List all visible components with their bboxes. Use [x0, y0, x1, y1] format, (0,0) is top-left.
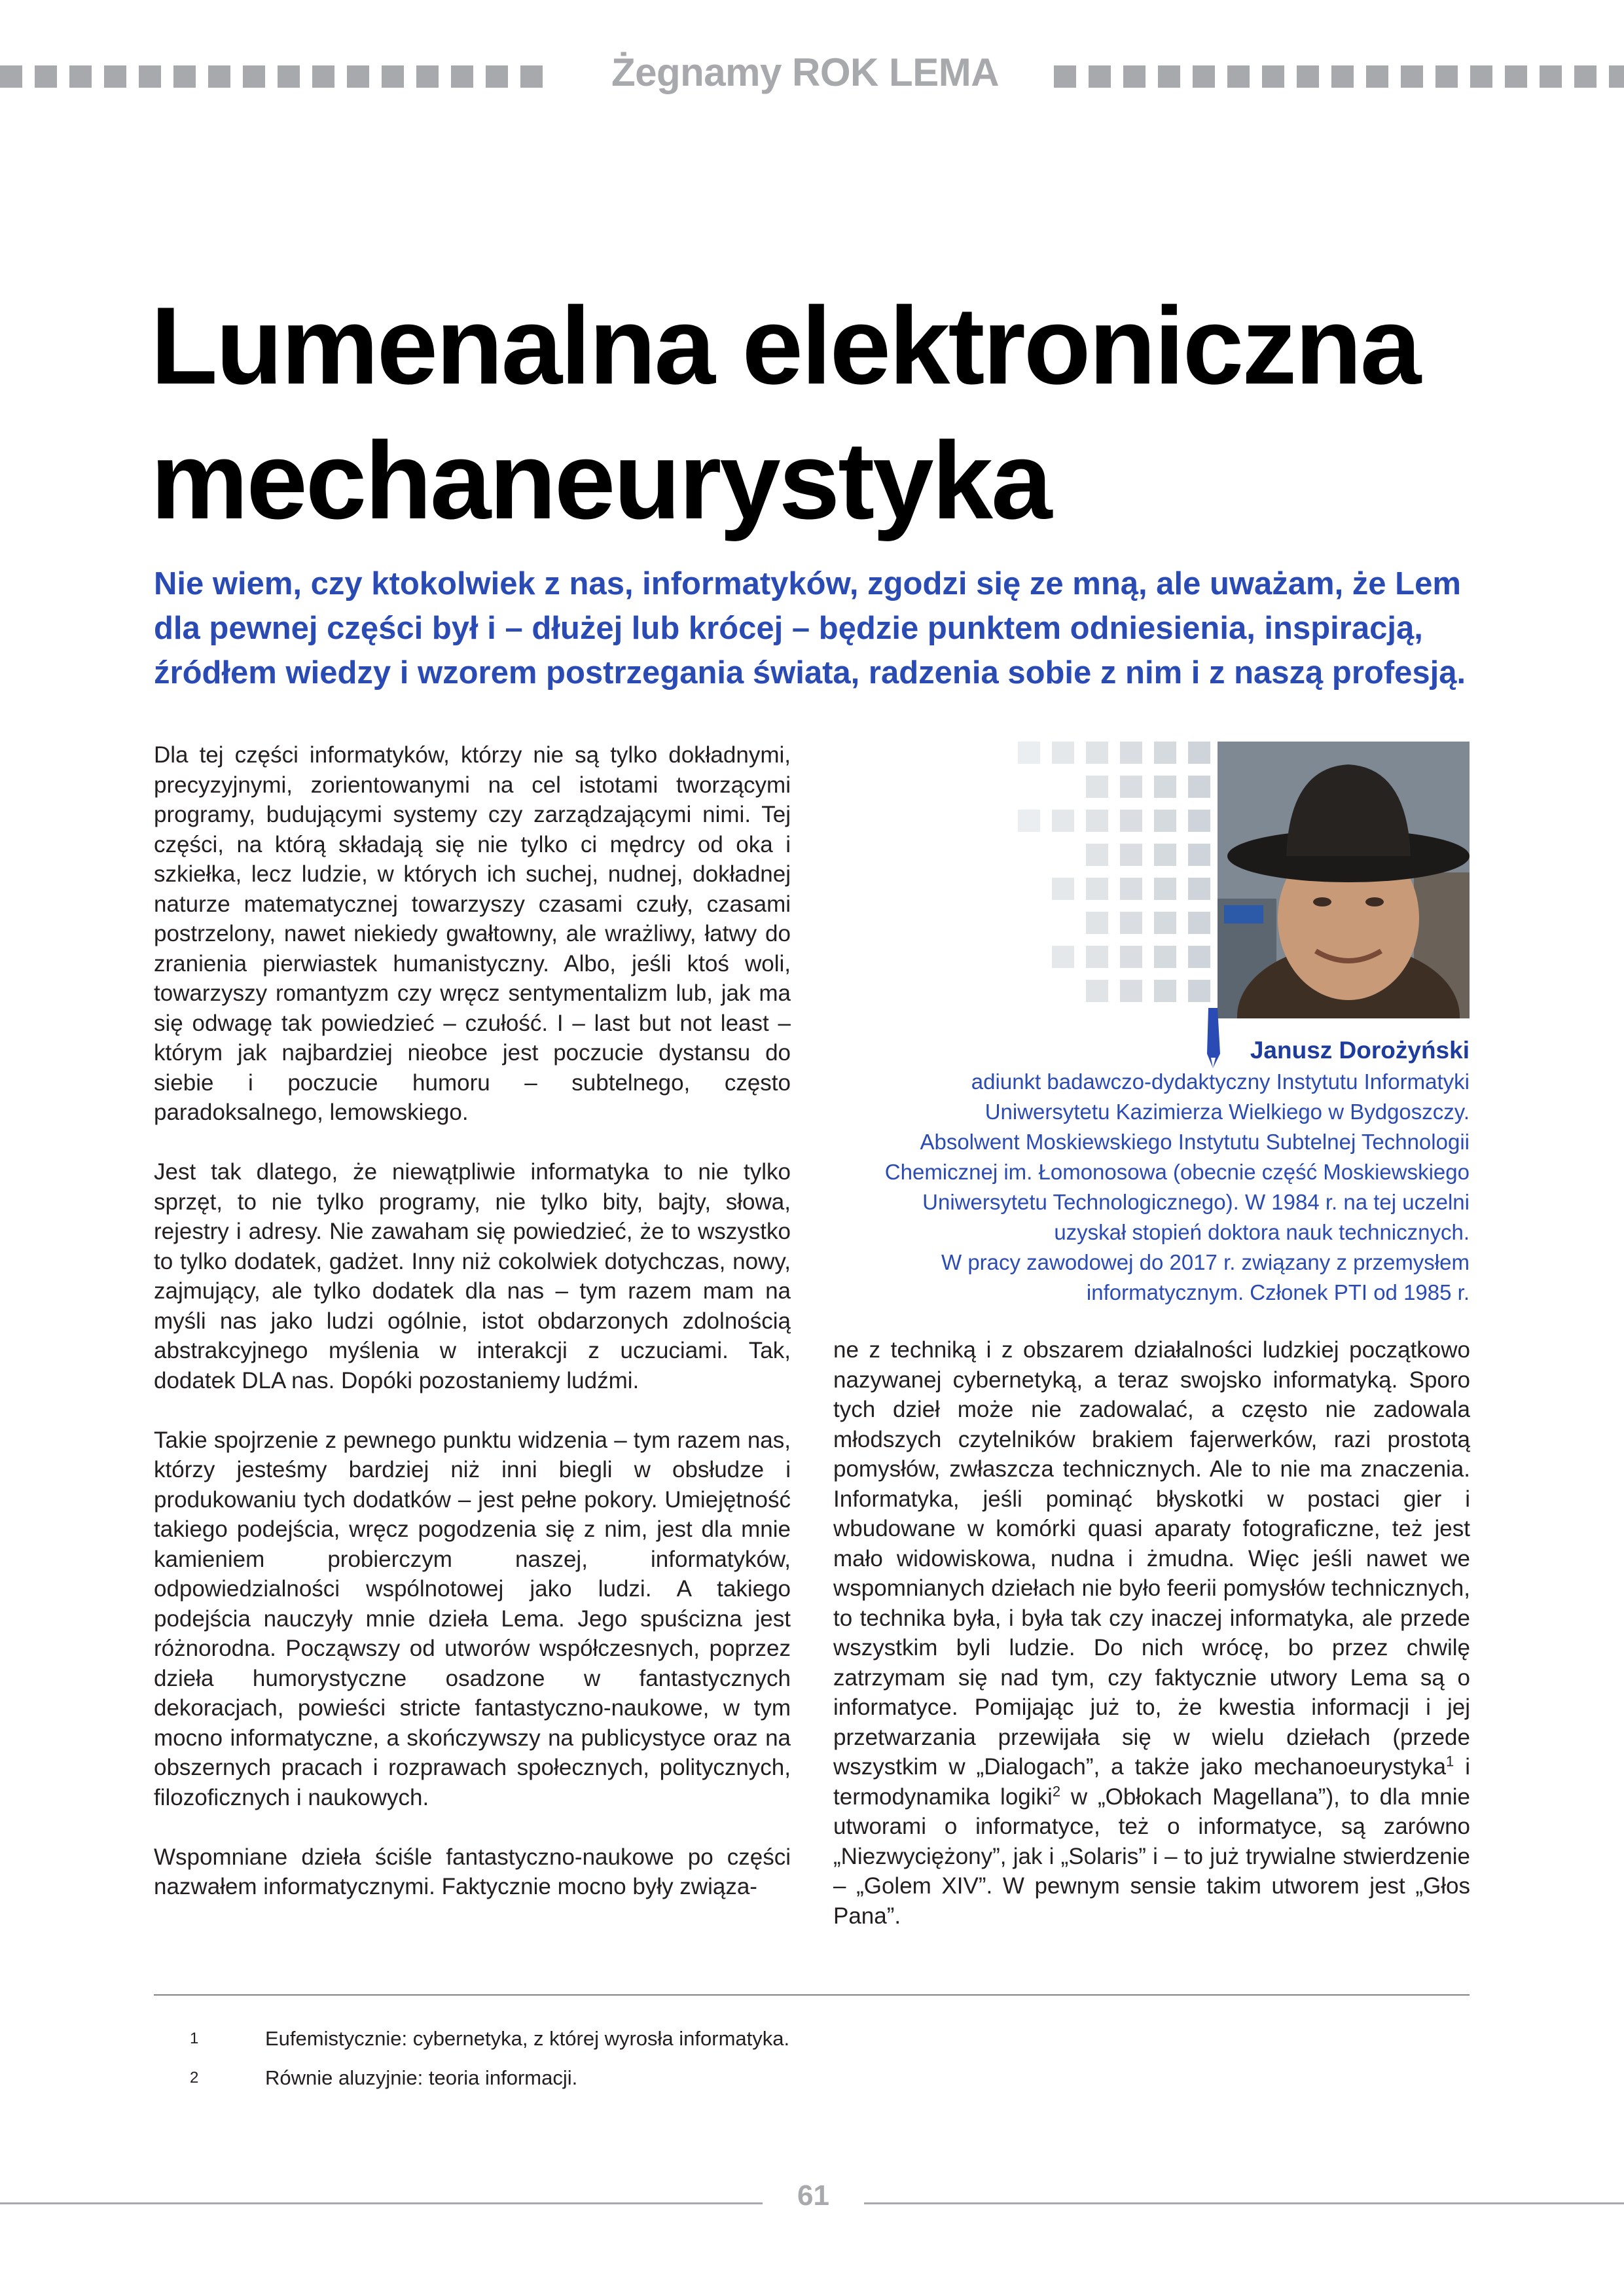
- title-line: mechaneurystyka: [151, 419, 1051, 542]
- decor-square: [1154, 980, 1176, 1002]
- decor-square: [1120, 844, 1142, 866]
- header-square: [312, 65, 334, 88]
- body-paragraph: Wspomniane dzieła ściśle fantastyczno-naukowe po części nazwałem informatycznymi. Faktycznie mocno były związa-: [154, 1844, 791, 1899]
- header-square: [1505, 65, 1527, 88]
- header-square: [1331, 65, 1354, 88]
- header-decoration-left: [0, 65, 550, 88]
- decor-square: [1018, 810, 1040, 832]
- body-column-left: [154, 740, 791, 1931]
- body-text: i termodynamika logiki: [833, 1754, 1470, 1810]
- decor-square: [1154, 742, 1176, 764]
- header-square: [416, 65, 439, 88]
- decor-square: [1052, 810, 1074, 832]
- decor-square: [1086, 946, 1108, 968]
- page-number: 61: [797, 2179, 829, 2212]
- author-info: [825, 1035, 1470, 1308]
- decor-square: [1188, 912, 1210, 934]
- author-bio-line: informatycznym. Członek PTI od 1985 r.: [1086, 1280, 1470, 1304]
- lead-line: źródłem wiedzy i wzorem postrzegania świata, radzenia sobie z nim i z naszą profesją.: [154, 655, 1466, 691]
- decor-square: [1120, 776, 1142, 798]
- page-number-rule-right: [864, 2202, 1624, 2204]
- author-bio: [825, 1067, 1470, 1308]
- header-square: [1158, 65, 1180, 88]
- header-square: [1054, 65, 1076, 88]
- author-bio-line: Uniwersytetu Technologicznego). W 1984 r. na tej uczelni: [922, 1190, 1470, 1214]
- decor-square: [1188, 980, 1210, 1002]
- title-line: Lumenalna elektroniczna: [151, 284, 1420, 407]
- header-square: [35, 65, 57, 88]
- decor-square: [1120, 742, 1142, 764]
- footnote: [154, 2058, 1470, 2098]
- header-square: [382, 65, 404, 88]
- footnotes: [154, 2019, 1470, 2098]
- decor-square: [1120, 878, 1142, 900]
- decor-square: [1154, 776, 1176, 798]
- header-square: [1193, 65, 1215, 88]
- header-square: [1609, 65, 1624, 88]
- decor-square: [1086, 980, 1108, 1002]
- footnote-divider: [154, 1994, 1470, 1996]
- footnote: [154, 2019, 1470, 2058]
- header-square: [1435, 65, 1458, 88]
- author-portrait-icon: [1218, 742, 1470, 1018]
- author-bio-line: Chemicznej im. Łomonosowa (obecnie część Moskiewskiego: [884, 1160, 1470, 1184]
- author-bio-line: W pracy zawodowej do 2017 r. związany z przemysłem: [941, 1250, 1470, 1274]
- decor-square: [1120, 810, 1142, 832]
- decor-square: [1154, 912, 1176, 934]
- decor-square: [1154, 946, 1176, 968]
- header-square: [1089, 65, 1111, 88]
- header-square: [520, 65, 543, 88]
- body-paragraph: Jest tak dlatego, że niewątpliwie informatyka to nie tylko sprzęt, to nie tylko programy, nie tylko bity, bajty, słowa, rejestry i adresy. Nie zawaham się powiedzieć, że to wszystko to tylko dodatek, gadżet. Inny niż cokolwiek dotychczas, nowy, zajmujący, ale tylko dodatek dla nas – tym razem mam na myśli nas jako ludzi ogólnie, istot obdarzonych zdolnością abstrakcyjnego myślenia w interakcji z uczuciami. Tak, dodatek DLA nas. Dopóki pozostaniemy ludźmi.: [154, 1159, 791, 1393]
- decor-square: [1086, 776, 1108, 798]
- lead-line: dla pewnej części był i – dłużej lub krócej – będzie punktem odniesienia, inspiracją,: [154, 611, 1423, 646]
- header-square: [1366, 65, 1388, 88]
- decor-square: [1188, 810, 1210, 832]
- header-square: [1227, 65, 1250, 88]
- footnote-text: Równie aluzyjnie: teoria informacji.: [265, 2066, 578, 2089]
- footnote-ref[interactable]: 2: [1052, 1782, 1061, 1799]
- author-name: Janusz Dorożyński: [1250, 1037, 1470, 1064]
- decor-square: [1120, 912, 1142, 934]
- header-square: [69, 65, 92, 88]
- decor-square: [1052, 946, 1074, 968]
- header-square: [1574, 65, 1597, 88]
- decor-square: [1188, 844, 1210, 866]
- decor-square: [1154, 878, 1176, 900]
- lead-line: Nie wiem, czy ktokolwiek z nas, informatyków, zgodzi się ze mną, ale uważam, że Lem: [154, 566, 1461, 601]
- footnote-text: Eufemistycznie: cybernetyka, z której wyrosła informatyka.: [265, 2027, 790, 2050]
- header-square: [1262, 65, 1284, 88]
- body-paragraph: Dla tej części informatyków, którzy nie są tylko dokładnymi, precyzyjnymi, zorientowanymi na cel istotami tworzącymi programy, budującymi systemy czy zarządzającymi nimi. Tej części, na którą składają się nie tylko ci mędrcy od oka i szkiełka, lecz ludzie, w których ich suchej, nudnej, dokładnej naturze matematycznej towarzyszy czasami czuły, czasami postrzelony, nawet niekiedy gwałtowny, ale wrażliwy, łatwy do zranienia pierwiastek humanistyczny. Albo, jeśli ktoś woli, towarzyszy romantyzm czy wręcz sentymentalizm lub, jak ma się odwagę tak powiedzieć – czułość. I – last but not least – którym jak najbardziej nieobce jest poczucie dystansu do siebie i poczucie humoru – subtelnego, często paradoksalnego, lemowskiego.: [154, 742, 791, 1125]
- author-bio-line: Uniwersytetu Kazimierza Wielkiego w Bydgoszczy.: [984, 1100, 1470, 1124]
- decor-square: [1052, 878, 1074, 900]
- body-text: ne z techniką i z obszarem działalności ludzkiej początkowo nazywanej cybernetyką, a teraz swojsko informatyką. Sporo tych dzieł może nie zadowalać, a często nie zadowala młodszych czytelników brakiem fajerwerków, razi prostotą pomysłów, zwłaszcza technicznych. Ale to nie ma znaczenia. Informatyka, jeśli pominąć błyskotki w postaci gier i wbudowane w komórki quasi aparaty fotograficzne, też jest mało widowiskowa, nudna i żmudna. Więc jeśli nawet we wspomnianych dziełach nie było feerii pomysłów technicznych, to technika była, i była tak czy inaczej informatyka, ale przede wszystkim byli ludzie. Do nich wrócę, bo przez chwilę zatrzymam się nad tym, czy faktycznie utwory Lema są o informatyce. Pomijając już to, że kwestia informacji i jej przetwarzania przewijała się w wielu dziełach (przede wszystkim w „Dialogach”, a także jako mechanoeurystyka: [833, 1337, 1470, 1780]
- photo-decoration: [1018, 742, 1218, 1003]
- header-square: [278, 65, 300, 88]
- decor-square: [1086, 878, 1108, 900]
- header-square: [1540, 65, 1562, 88]
- article-title: [151, 278, 1525, 548]
- running-head: Żegnamy ROK LEMA: [611, 50, 1000, 94]
- decor-square: [1120, 946, 1142, 968]
- decor-square: [1120, 980, 1142, 1002]
- header-square: [1123, 65, 1146, 88]
- decor-square: [1052, 742, 1074, 764]
- decor-square: [1154, 844, 1176, 866]
- body-paragraph: [833, 1335, 1470, 1931]
- footnote-number: 1: [190, 2030, 199, 2047]
- header-square: [451, 65, 473, 88]
- decor-square: [1188, 878, 1210, 900]
- header-square: [0, 65, 22, 88]
- page-number-rule-left: [0, 2202, 763, 2204]
- header-square: [1297, 65, 1319, 88]
- header-square: [347, 65, 369, 88]
- decor-square: [1154, 810, 1176, 832]
- header-square: [243, 65, 265, 88]
- footnote-ref[interactable]: 1: [1446, 1753, 1454, 1770]
- decor-square: [1188, 776, 1210, 798]
- decor-square: [1086, 912, 1108, 934]
- header-square: [139, 65, 161, 88]
- header-square: [486, 65, 508, 88]
- author-bio-line: adiunkt badawczo-dydaktyczny Instytutu Informatyki: [971, 1069, 1470, 1094]
- decor-square: [1086, 742, 1108, 764]
- header-square: [1470, 65, 1492, 88]
- body-paragraph: Takie spojrzenie z pewnego punktu widzenia – tym razem nas, którzy jesteśmy bardziej niż inni biegli w obsłudze i produkowaniu tych dodatków – jest pełne pokory. Umiejętność takiego podejścia, wręcz pogodzenia się z nim, jest dla mnie kamieniem probierczym naszej, informatyków, odpowiedzialności wspólnotowej jako ludzi. A takiego podejścia nauczyły mnie dzieła Lema. Jego spuścizna jest różnorodna. Począwszy od utworów współczesnych, poprzez dzieła humorystyczne osadzone w fantastycznych dekoracjach, powieści stricte fantastyczno-naukowe, w tym mocno informatyczne, a skończywszy na publicystyce oraz na obszernych pracach i rozprawach społecznych, politycznych, filozoficznych i naukowych.: [154, 1427, 791, 1810]
- decor-square: [1188, 742, 1210, 764]
- body-column-right: [833, 1335, 1470, 1961]
- header-square: [208, 65, 230, 88]
- decor-square: [1018, 742, 1040, 764]
- author-bio-line: Absolwent Moskiewskiego Instytutu Subtelnej Technologii: [920, 1130, 1470, 1154]
- header-square: [173, 65, 196, 88]
- header-decoration-right: [1054, 65, 1624, 88]
- decor-square: [1086, 844, 1108, 866]
- decor-square: [1086, 810, 1108, 832]
- author-bio-line: uzyskał stopień doktora nauk technicznych.: [1054, 1220, 1470, 1244]
- article-lead: [154, 562, 1483, 695]
- decor-square: [1188, 946, 1210, 968]
- body-text: w „Obłokach Magellana”), to dla mnie utworami o informatyce, też o informatyce, są zarówno „Niezwyciężony”, jak i „Solaris” i – to już trywialne stwierdzenie – „Golem XIV”. W pewnym sensie takim utworem jest „Głos Pana”.: [833, 1784, 1470, 1929]
- footnote-number: 2: [190, 2069, 199, 2087]
- header-square: [104, 65, 126, 88]
- header-square: [1401, 65, 1423, 88]
